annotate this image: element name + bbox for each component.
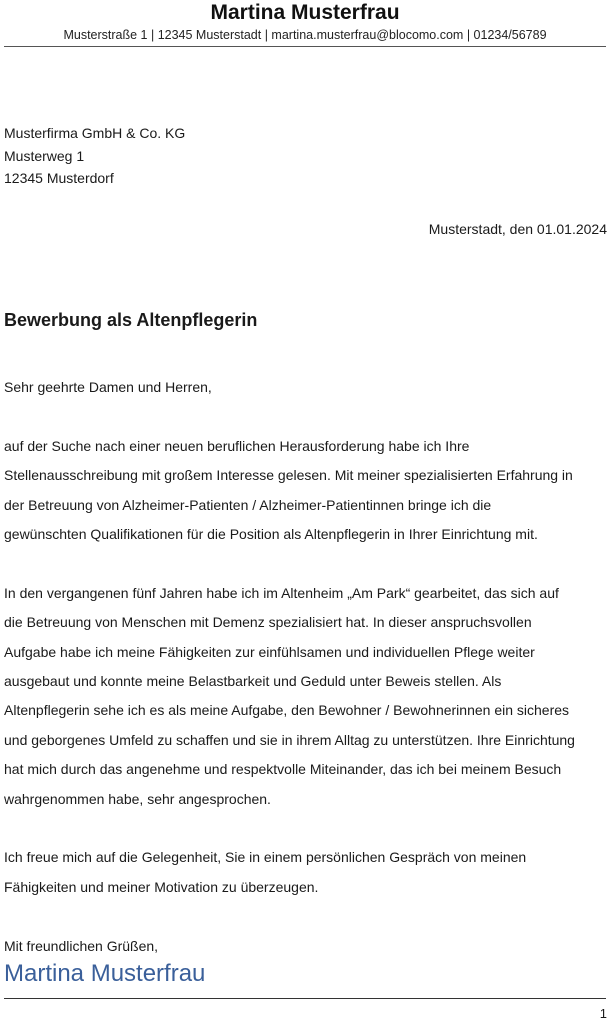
paragraph-line: ausgebaut und konnte meine Belastbarkeit und Geduld unter Beweis stellen. Als bbox=[4, 673, 502, 690]
closing: Mit freundlichen Grüßen, bbox=[4, 937, 159, 954]
paragraph-line: Altenpflegerin sehe ich es als meine Aufgabe, den Bewohner / Bewohnerinnen ein sicheres bbox=[4, 702, 570, 719]
paragraph-gap bbox=[4, 814, 604, 843]
paragraph-line: Ich freue mich auf die Gelegenheit, Sie in einem persönlichen Gespräch von meinen bbox=[4, 849, 527, 866]
paragraph-gap bbox=[4, 902, 604, 931]
paragraph-line: Fähigkeiten und meiner Motivation zu überzeugen. bbox=[4, 878, 319, 895]
letter-date: Musterstadt, den 01.01.2024 bbox=[428, 221, 607, 237]
paragraph-line: und geborgenes Umfeld zu schaffen und sie in ihrem Alltag zu unterstützen. Ihre Einrichtung bbox=[4, 731, 575, 748]
letter-body bbox=[4, 373, 604, 961]
sender-name: Martina Musterfrau bbox=[210, 1, 400, 24]
paragraph-line: hat mich durch das angenehme und respektvolle Miteinander, das ich bei meinem Besuch bbox=[4, 761, 562, 778]
paragraph-gap bbox=[4, 549, 604, 578]
recipient-city: 12345 Musterdorf bbox=[4, 170, 114, 186]
recipient-street: Musterweg 1 bbox=[4, 147, 85, 164]
page-number: 1 bbox=[599, 1006, 607, 1021]
footer-divider bbox=[4, 998, 606, 999]
paragraph-line: gewünschten Qualifikationen für die Position als Altenpflegerin in Ihrer Einrichtung mit. bbox=[4, 526, 538, 543]
paragraph-gap bbox=[4, 402, 604, 431]
paragraph-line: auf der Suche nach einer neuen beruflichen Herausforderung habe ich Ihre bbox=[4, 437, 470, 454]
paragraph-3 bbox=[4, 843, 604, 902]
paragraph-1 bbox=[4, 432, 604, 550]
signature: Martina Musterfrau bbox=[4, 960, 206, 987]
paragraph-line: In den vergangenen fünf Jahren habe ich im Altenheim „Am Park“ gearbeitet, das sich auf bbox=[4, 584, 559, 601]
paragraph-line: die Betreuung von Menschen mit Demenz spezialisiert hat. In dieser anspruchsvollen bbox=[4, 614, 532, 631]
sender-contact-line: Musterstraße 1 | 12345 Musterstadt | martina.musterfrau@blocomo.com | 01234/56789 bbox=[63, 28, 547, 42]
paragraph-2 bbox=[4, 579, 604, 814]
recipient-company: Musterfirma GmbH & Co. KG bbox=[4, 125, 186, 141]
header-divider bbox=[4, 46, 606, 47]
recipient-address bbox=[4, 122, 185, 190]
letter-subject: Bewerbung als Altenpflegerin bbox=[4, 310, 258, 330]
paragraph-line: wahrgenommen habe, sehr angesprochen. bbox=[4, 790, 271, 807]
paragraph-line: Aufgabe habe ich meine Fähigkeiten zur einfühlsamen und individuellen Pflege weiter bbox=[4, 643, 535, 660]
paragraph-line: Stellenausschreibung mit großem Interesse gelesen. Mit meiner spezialisierten Erfahrung in bbox=[4, 467, 573, 484]
salutation: Sehr geehrte Damen und Herren, bbox=[4, 379, 212, 395]
paragraph-line: der Betreuung von Alzheimer-Patienten / Alzheimer-Patientinnen bringe ich die bbox=[4, 496, 492, 513]
